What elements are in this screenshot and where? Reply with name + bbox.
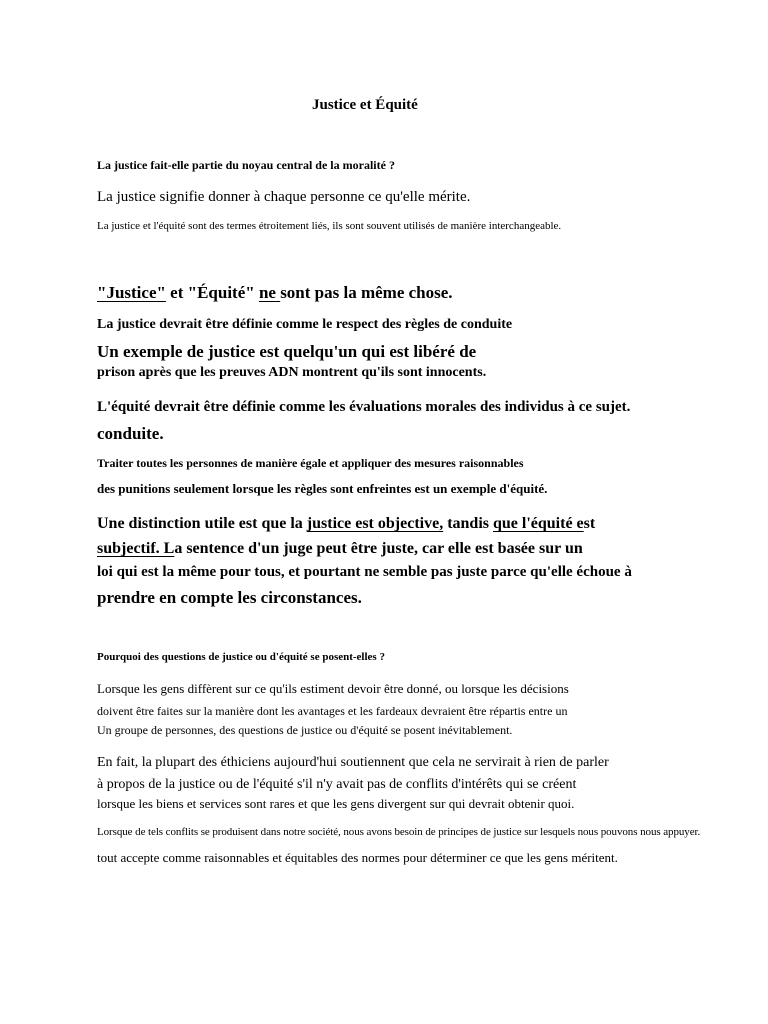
paragraph-line: loi qui est la même pour tous, et pourtant ne semble pas juste parce qu'elle échoue à (97, 564, 632, 580)
paragraph-line: Un groupe de personnes, des questions de justice ou d'équité se posent inévitablement. (97, 723, 513, 737)
line-text: a sentence d'un juge peut être juste, car elle est basée sur un (174, 540, 583, 557)
line-text: Une distinction utile est que la (97, 515, 307, 532)
section-question-1: La justice fait-elle partie du noyau central de la moralité ? (97, 158, 395, 172)
paragraph-line: L'équité devrait être définie comme les évaluations morales des individus à ce sujet. (97, 399, 631, 415)
paragraph-line: prendre en compte les circonstances. (97, 588, 362, 607)
paragraph-line: Lorsque de tels conflits se produisent dans notre société, nous avons besoin de principes de justice sur lesquels nous pouvons nous appuyer. (97, 826, 701, 838)
paragraph-line: La justice devrait être définie comme le respect des règles de conduite (97, 317, 513, 332)
underlined-phrase: justice est objective, (306, 515, 444, 532)
paragraph-line: doivent être faites sur la manière dont les avantages et les fardeaux devraient être répartis entre un (97, 704, 568, 718)
underlined-phrase: que l'équité e (492, 515, 584, 532)
paragraph-line: En fait, la plupart des éthiciens aujourd'hui soutiennent que cela ne servirait à rien de parler (97, 755, 609, 770)
underlined-phrase: subjectif. L (97, 540, 175, 557)
paragraph-line: à propos de la justice ou de l'équité s'il n'y avait pas de conflits d'intérêts qui se créent (97, 777, 577, 792)
paragraph-line: tout accepte comme raisonnables et équitables des normes pour déterminer ce que les gens méritent. (97, 850, 618, 865)
section-question-2: Pourquoi des questions de justice ou d'équité se posent-elles ? (97, 651, 385, 663)
paragraph-line: prison après que les preuves ADN montrent qu'ils sont innocents. (97, 365, 487, 380)
paragraph-line: lorsque les biens et services sont rares et que les gens divergent sur qui devrait obtenir quoi. (97, 796, 575, 811)
paragraph-line: La justice signifie donner à chaque personne ce qu'elle mérite. (97, 189, 471, 205)
heading-text: sont pas la même chose. (280, 283, 453, 302)
paragraph-line (97, 516, 595, 532)
paragraph-line: Traiter toutes les personnes de manière égale et appliquer des mesures raisonnables (97, 456, 524, 470)
paragraph-line: Lorsque les gens diffèrent sur ce qu'ils estiment devoir être donné, ou lorsque les décisions (97, 681, 569, 696)
paragraph-line (97, 541, 583, 557)
underlined-word: ne (258, 283, 276, 302)
paragraph-line: Un exemple de justice est quelqu'un qui est libéré de (97, 342, 477, 361)
heading-text: et "Équité" (165, 283, 259, 302)
paragraph-line: La justice et l'équité sont des termes étroitement liés, ils sont souvent utilisés de manière interchangeable. (97, 220, 562, 232)
line-text: st (583, 515, 596, 532)
line-text: tandis (443, 515, 493, 532)
section-heading-2 (97, 284, 453, 301)
underlined-term-justice: "Justice" (97, 283, 166, 302)
page-title: Justice et Équité (312, 97, 418, 113)
paragraph-line: conduite. (97, 424, 164, 443)
paragraph-line: des punitions seulement lorsque les règles sont enfreintes est un exemple d'équité. (97, 481, 548, 496)
